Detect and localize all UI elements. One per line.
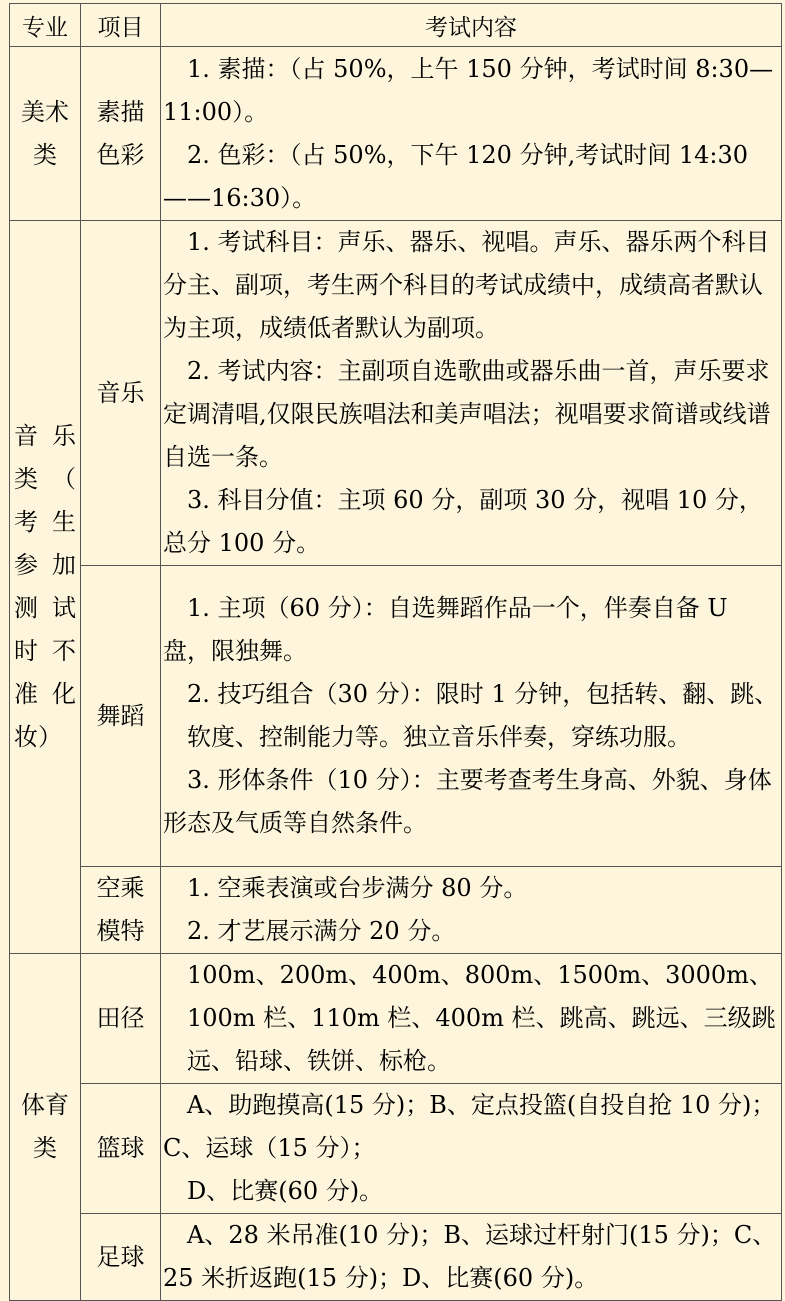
item-track: 田径 bbox=[81, 954, 161, 1084]
item-basketball: 篮球 bbox=[81, 1084, 161, 1214]
content-line: 2. 技巧组合（30 分）：限时 1 分钟，包括转、翻、跳、软度、控制能力等。独立音乐伴奏，穿练功服。 bbox=[187, 680, 779, 751]
content-line: 2. 考试内容：主副项自选歌曲或器乐曲一首，声乐要求定调清唱,仅限民族唱法和美声唱法；视唱要求简谱或线谱自选一条。 bbox=[163, 357, 771, 471]
table-row bbox=[10, 221, 782, 566]
header-content: 考试内容 bbox=[161, 4, 782, 47]
exam-table bbox=[9, 3, 782, 1301]
header-item: 项目 bbox=[81, 4, 161, 47]
header-major: 专业 bbox=[10, 4, 81, 47]
content-line: 1. 空乘表演或台步满分 80 分。 bbox=[187, 874, 528, 902]
content-track bbox=[161, 954, 782, 1084]
item-football: 足球 bbox=[81, 1214, 161, 1301]
content-flight-model bbox=[161, 867, 782, 954]
header-row bbox=[10, 4, 782, 47]
content-line: 1. 考试科目：声乐、器乐、视唱。声乐、器乐两个科目分主、副项，考生两个科目的考试成绩中，成绩高者默认为主项，成绩低者默认为副项。 bbox=[163, 228, 770, 342]
content-dance bbox=[161, 566, 782, 867]
item-music: 音乐 bbox=[81, 221, 161, 566]
item-sketch-color: 素描色彩 bbox=[81, 47, 161, 221]
content-music bbox=[161, 221, 782, 566]
content-line: 3. 形体条件（10 分）：主要考查考生身高、外貌、身体形态及气质等自然条件。 bbox=[163, 766, 772, 837]
major-music: 音 乐类（ 考生 参加 测试 时不 准化 妆） bbox=[10, 221, 81, 954]
table-row bbox=[10, 1084, 782, 1214]
table-row bbox=[10, 867, 782, 954]
table-row bbox=[10, 1214, 782, 1301]
content-basketball bbox=[161, 1084, 782, 1214]
content-line: A、助跑摸高(15 分)；B、定点投篮(自投自抢 10 分)；C、运球（15 分）； bbox=[163, 1091, 776, 1162]
content-football bbox=[161, 1214, 782, 1301]
content-art bbox=[161, 47, 782, 221]
content-line: D、比赛(60 分)。 bbox=[187, 1177, 384, 1205]
content-line: 2. 色彩：（占 50%，下午 120 分钟,考试时间 14:30——16:30）。 bbox=[163, 140, 748, 212]
content-line: 1. 素描：（占 50%，上午 150 分钟，考试时间 8:30—11:00）。 bbox=[163, 54, 774, 126]
item-flight-model: 空乘模特 bbox=[81, 867, 161, 954]
table-row bbox=[10, 47, 782, 221]
table-row bbox=[10, 954, 782, 1084]
content-line: A、28 米吊准(10 分)；B、运球过杆射门(15 分)；C、25 米折返跑(15 分)；D、比赛(60 分)。 bbox=[163, 1221, 777, 1292]
content-line: 100m、200m、400m、800m、1500m、3000m、100m 栏、110m 栏、400m 栏、跳高、跳远、三级跳远、铅球、铁饼、标枪。 bbox=[187, 961, 776, 1075]
major-art: 美术类 bbox=[10, 47, 81, 221]
table-row bbox=[10, 566, 782, 867]
major-sports: 体育类 bbox=[10, 954, 81, 1301]
content-line: 1. 主项（60 分）：自选舞蹈作品一个，伴奏自备 U 盘，限独舞。 bbox=[163, 594, 728, 665]
content-line: 2. 才艺展示满分 20 分。 bbox=[187, 917, 456, 945]
content-line: 3. 科目分值：主项 60 分，副项 30 分，视唱 10 分，总分 100 分。 bbox=[163, 486, 763, 557]
item-dance: 舞蹈 bbox=[81, 566, 161, 867]
